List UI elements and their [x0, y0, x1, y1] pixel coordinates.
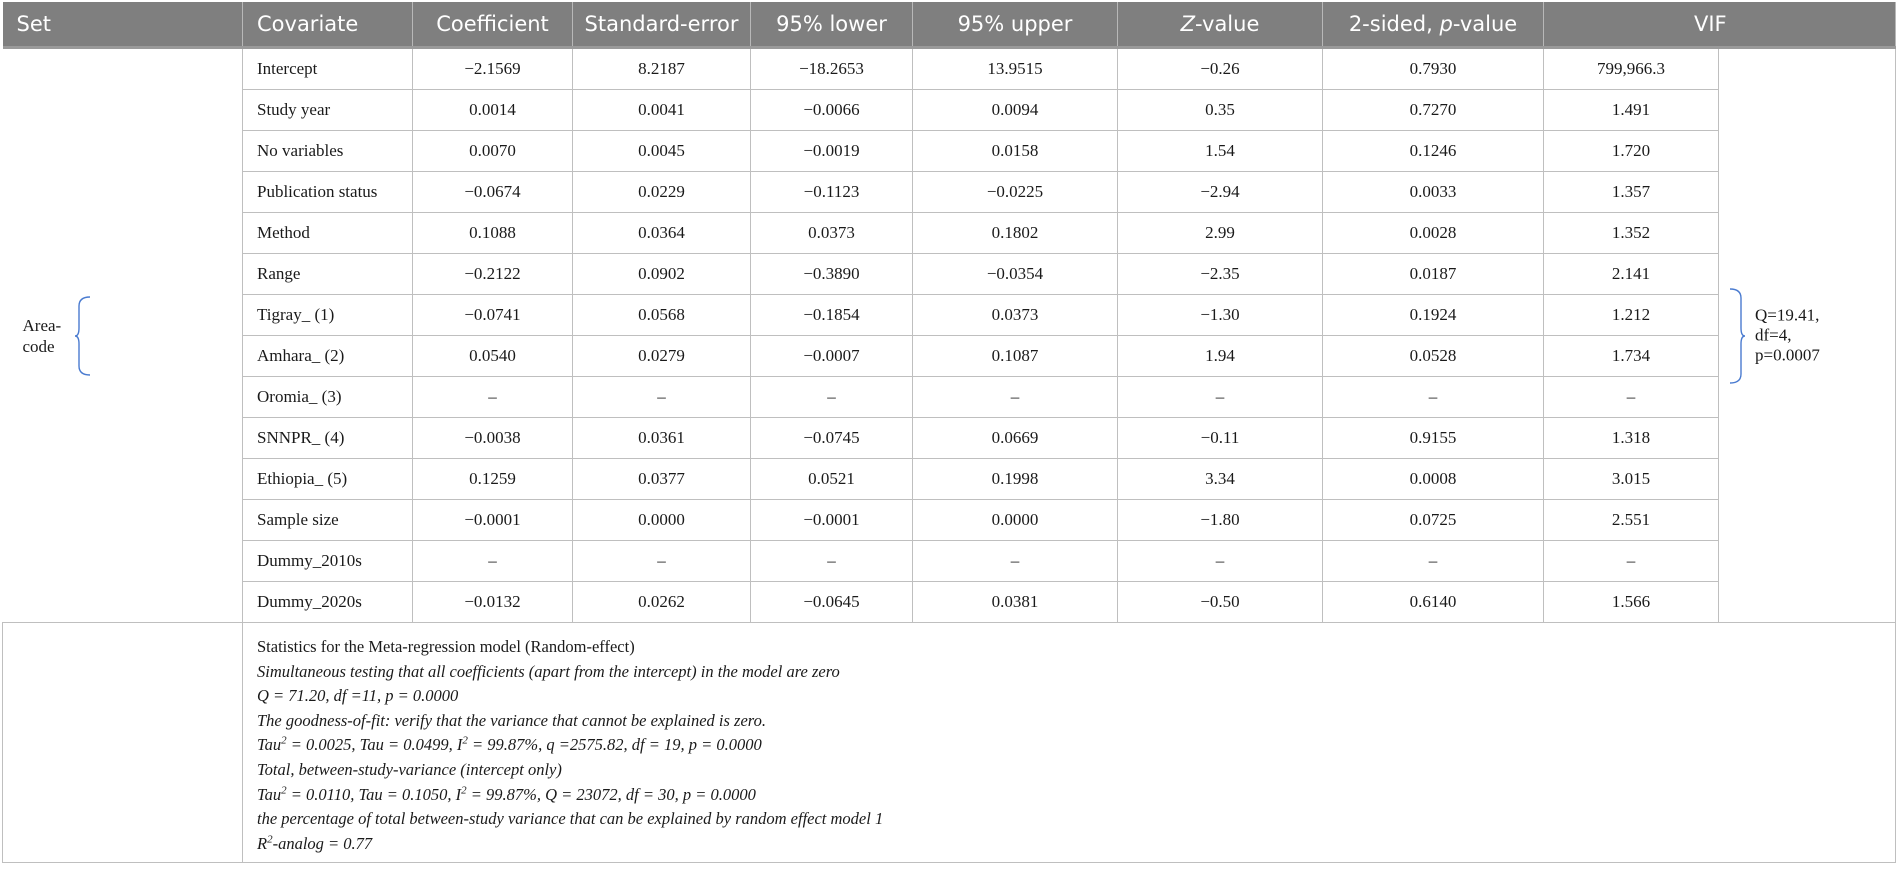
standard-error-cell: 0.0377 [573, 459, 751, 500]
statistics-line-simultaneous: Simultaneous testing that all coefficients (apart from the intercept) in the model are zero [257, 661, 840, 681]
lower-cell: −0.0007 [751, 336, 913, 377]
upper-cell: 0.1802 [913, 213, 1118, 254]
upper-cell: 0.0094 [913, 90, 1118, 131]
table-row [3, 418, 1896, 459]
z-value-cell: −1.30 [1118, 295, 1323, 336]
statistics-line-tau1 [257, 733, 1895, 758]
header-vif: VIF [1544, 2, 1896, 48]
r2-sup: 2 [267, 833, 273, 846]
lower-cell: 0.0373 [751, 213, 913, 254]
coefficient-cell: – [413, 377, 573, 418]
tau1-b: = 0.0025, Tau = 0.0499, I [286, 735, 463, 755]
table-row [3, 48, 1896, 90]
coefficient-cell: −0.0741 [413, 295, 573, 336]
lower-cell: – [751, 377, 913, 418]
meta-regression-table [2, 2, 1896, 863]
standard-error-cell: 0.0045 [573, 131, 751, 172]
p-value-cell: 0.0028 [1323, 213, 1544, 254]
vif-cell: 2.141 [1544, 254, 1719, 295]
z-value-cell: −2.94 [1118, 172, 1323, 213]
lower-cell: −0.0001 [751, 500, 913, 541]
covariate-cell: Range [243, 254, 413, 295]
tau2-sup: 2 [281, 784, 287, 797]
standard-error-cell: 0.0568 [573, 295, 751, 336]
joint-test-df: df=4, [1755, 325, 1792, 345]
table-row [3, 172, 1896, 213]
header-z-italic: Z [1180, 12, 1195, 36]
vif-cell: 799,966.3 [1544, 48, 1719, 90]
z-value-cell: 3.34 [1118, 459, 1323, 500]
lower-cell: −0.1123 [751, 172, 913, 213]
upper-cell: 0.0669 [913, 418, 1118, 459]
lower-cell: −18.2653 [751, 48, 913, 90]
table-row [3, 254, 1896, 295]
header-p-italic: p [1439, 12, 1453, 36]
joint-test-q: Q=19.41, [1755, 304, 1820, 324]
coefficient-cell: 0.1088 [413, 213, 573, 254]
tau1-sup: 2 [281, 734, 287, 747]
coefficient-cell: −0.0674 [413, 172, 573, 213]
coefficient-cell: 0.0540 [413, 336, 573, 377]
tau2-b: = 0.0110, Tau = 0.1050, I [286, 784, 462, 804]
upper-cell: 13.9515 [913, 48, 1118, 90]
upper-cell: – [913, 377, 1118, 418]
z-value-cell: 0.35 [1118, 90, 1323, 131]
coefficient-cell: −0.0132 [413, 582, 573, 623]
p-value-cell: 0.0008 [1323, 459, 1544, 500]
area-code-line2: code [22, 336, 55, 356]
lower-cell: −0.0066 [751, 90, 913, 131]
header-coefficient: Coefficient [413, 2, 573, 48]
lower-cell: −0.0019 [751, 131, 913, 172]
joint-test-cell [1719, 48, 1896, 623]
vif-cell: 1.491 [1544, 90, 1719, 131]
table-row [3, 459, 1896, 500]
vif-cell: 1.720 [1544, 131, 1719, 172]
p-value-cell: 0.9155 [1323, 418, 1544, 459]
tau2-sup2: 2 [461, 784, 467, 797]
covariate-cell: Dummy_2010s [243, 541, 413, 582]
upper-cell: 0.0000 [913, 500, 1118, 541]
lower-cell: 0.0521 [751, 459, 913, 500]
p-value-cell: – [1323, 377, 1544, 418]
coefficient-cell: 0.1259 [413, 459, 573, 500]
header-standard-error: Standard-error [573, 2, 751, 48]
lower-cell: −0.3890 [751, 254, 913, 295]
z-value-cell: −1.80 [1118, 500, 1323, 541]
z-value-cell: 1.94 [1118, 336, 1323, 377]
coefficient-cell: – [413, 541, 573, 582]
upper-cell: – [913, 541, 1118, 582]
covariate-cell: Study year [243, 90, 413, 131]
covariate-cell: Dummy_2020s [243, 582, 413, 623]
covariate-cell: Amhara_ (2) [243, 336, 413, 377]
table-row [3, 336, 1896, 377]
meta-regression-table-wrapper [2, 2, 1895, 863]
left-brace-icon [75, 296, 91, 376]
joint-test-label [1755, 305, 1820, 366]
p-value-cell: – [1323, 541, 1544, 582]
standard-error-cell: 8.2187 [573, 48, 751, 90]
table-row [3, 541, 1896, 582]
vif-cell: – [1544, 377, 1719, 418]
p-value-cell: 0.1246 [1323, 131, 1544, 172]
standard-error-cell: – [573, 541, 751, 582]
vif-cell: 1.357 [1544, 172, 1719, 213]
covariate-cell: SNNPR_ (4) [243, 418, 413, 459]
vif-cell: 1.318 [1544, 418, 1719, 459]
table-row [3, 295, 1896, 336]
statistics-row [3, 623, 1896, 863]
tau1-sup2: 2 [462, 734, 468, 747]
vif-cell: 1.566 [1544, 582, 1719, 623]
lower-cell: −0.0645 [751, 582, 913, 623]
covariate-cell: Sample size [243, 500, 413, 541]
table-row [3, 500, 1896, 541]
joint-test-p: p=0.0007 [1755, 345, 1820, 365]
coefficient-cell: −0.2122 [413, 254, 573, 295]
p-value-cell: 0.0725 [1323, 500, 1544, 541]
z-value-cell: – [1118, 541, 1323, 582]
covariate-cell: Method [243, 213, 413, 254]
vif-cell: 3.015 [1544, 459, 1719, 500]
coefficient-cell: 0.0070 [413, 131, 573, 172]
upper-cell: 0.1998 [913, 459, 1118, 500]
area-code-line1: Area- [22, 315, 62, 335]
table-row [3, 90, 1896, 131]
tau2-c: = 99.87%, Q = 23072, df = 30, p = 0.0000 [466, 784, 756, 804]
header-z-suffix: -value [1195, 12, 1260, 36]
table-row [3, 213, 1896, 254]
header-p-value [1323, 2, 1544, 48]
standard-error-cell: 0.0364 [573, 213, 751, 254]
standard-error-cell: 0.0361 [573, 418, 751, 459]
table-row [3, 131, 1896, 172]
r2-b: -analog = 0.77 [272, 833, 373, 853]
table-row [3, 377, 1896, 418]
covariate-cell: Publication status [243, 172, 413, 213]
header-set: Set [3, 2, 243, 48]
z-value-cell: 1.54 [1118, 131, 1323, 172]
header-z-value [1118, 2, 1323, 48]
header-p-suffix: -value [1452, 12, 1518, 36]
p-value-cell: 0.0528 [1323, 336, 1544, 377]
statistics-set-blank [3, 623, 243, 863]
covariate-cell: Ethiopia_ (5) [243, 459, 413, 500]
coefficient-cell: −2.1569 [413, 48, 573, 90]
p-value-cell: 0.6140 [1323, 582, 1544, 623]
z-value-cell: −0.26 [1118, 48, 1323, 90]
set-cell [3, 48, 243, 623]
standard-error-cell: 0.0000 [573, 500, 751, 541]
header-p-prefix: 2-sided, [1348, 12, 1440, 36]
p-value-cell: 0.1924 [1323, 295, 1544, 336]
header-row [3, 2, 1896, 48]
standard-error-cell: 0.0262 [573, 582, 751, 623]
table-row [3, 582, 1896, 623]
p-value-cell: 0.0033 [1323, 172, 1544, 213]
lower-cell: −0.0745 [751, 418, 913, 459]
tau1-a: Tau [257, 735, 282, 755]
upper-cell: 0.0381 [913, 582, 1118, 623]
statistics-cell [243, 623, 1896, 863]
p-value-cell: 0.0187 [1323, 254, 1544, 295]
covariate-cell: No variables [243, 131, 413, 172]
upper-cell: −0.0354 [913, 254, 1118, 295]
z-value-cell: – [1118, 377, 1323, 418]
upper-cell: −0.0225 [913, 172, 1118, 213]
z-value-cell: −0.11 [1118, 418, 1323, 459]
tau2-a: Tau [257, 784, 282, 804]
tau1-c: = 99.87%, q =2575.82, df = 19, p = 0.0000 [467, 735, 762, 755]
statistics-line-percentage: the percentage of total between-study variance that can be explained by random effect model 1 [257, 809, 884, 829]
covariate-cell: Tigray_ (1) [243, 295, 413, 336]
coefficient-cell: −0.0001 [413, 500, 573, 541]
statistics-line-tau2 [257, 783, 1895, 808]
standard-error-cell: 0.0229 [573, 172, 751, 213]
statistics-line-between: Total, between-study-variance (intercept only) [257, 759, 562, 779]
coefficient-cell: −0.0038 [413, 418, 573, 459]
lower-cell: – [751, 541, 913, 582]
p-value-cell: 0.7270 [1323, 90, 1544, 131]
header-covariate: Covariate [243, 2, 413, 48]
standard-error-cell: 0.0279 [573, 336, 751, 377]
header-95-upper: 95% upper [913, 2, 1118, 48]
standard-error-cell: – [573, 377, 751, 418]
covariate-cell: Oromia_ (3) [243, 377, 413, 418]
right-brace-icon [1729, 288, 1745, 384]
vif-cell: 1.352 [1544, 213, 1719, 254]
upper-cell: 0.1087 [913, 336, 1118, 377]
table-body [3, 48, 1896, 863]
area-code-label [23, 314, 62, 357]
statistics-line-goodness: The goodness-of-fit: verify that the variance that cannot be explained is zero. [257, 710, 766, 730]
p-value-cell: 0.7930 [1323, 48, 1544, 90]
standard-error-cell: 0.0902 [573, 254, 751, 295]
statistics-line-q: Q = 71.20, df =11, p = 0.0000 [257, 686, 459, 706]
z-value-cell: 2.99 [1118, 213, 1323, 254]
vif-cell: – [1544, 541, 1719, 582]
upper-cell: 0.0373 [913, 295, 1118, 336]
vif-cell: 1.734 [1544, 336, 1719, 377]
upper-cell: 0.0158 [913, 131, 1118, 172]
z-value-cell: −0.50 [1118, 582, 1323, 623]
r2-a: R [257, 833, 268, 853]
statistics-line-r2 [257, 832, 1895, 857]
standard-error-cell: 0.0041 [573, 90, 751, 131]
lower-cell: −0.1854 [751, 295, 913, 336]
statistics-title: Statistics for the Meta-regression model (Random-effect) [257, 637, 635, 656]
vif-cell: 1.212 [1544, 295, 1719, 336]
covariate-cell: Intercept [243, 48, 413, 90]
z-value-cell: −2.35 [1118, 254, 1323, 295]
coefficient-cell: 0.0014 [413, 90, 573, 131]
header-95-lower: 95% lower [751, 2, 913, 48]
vif-cell: 2.551 [1544, 500, 1719, 541]
